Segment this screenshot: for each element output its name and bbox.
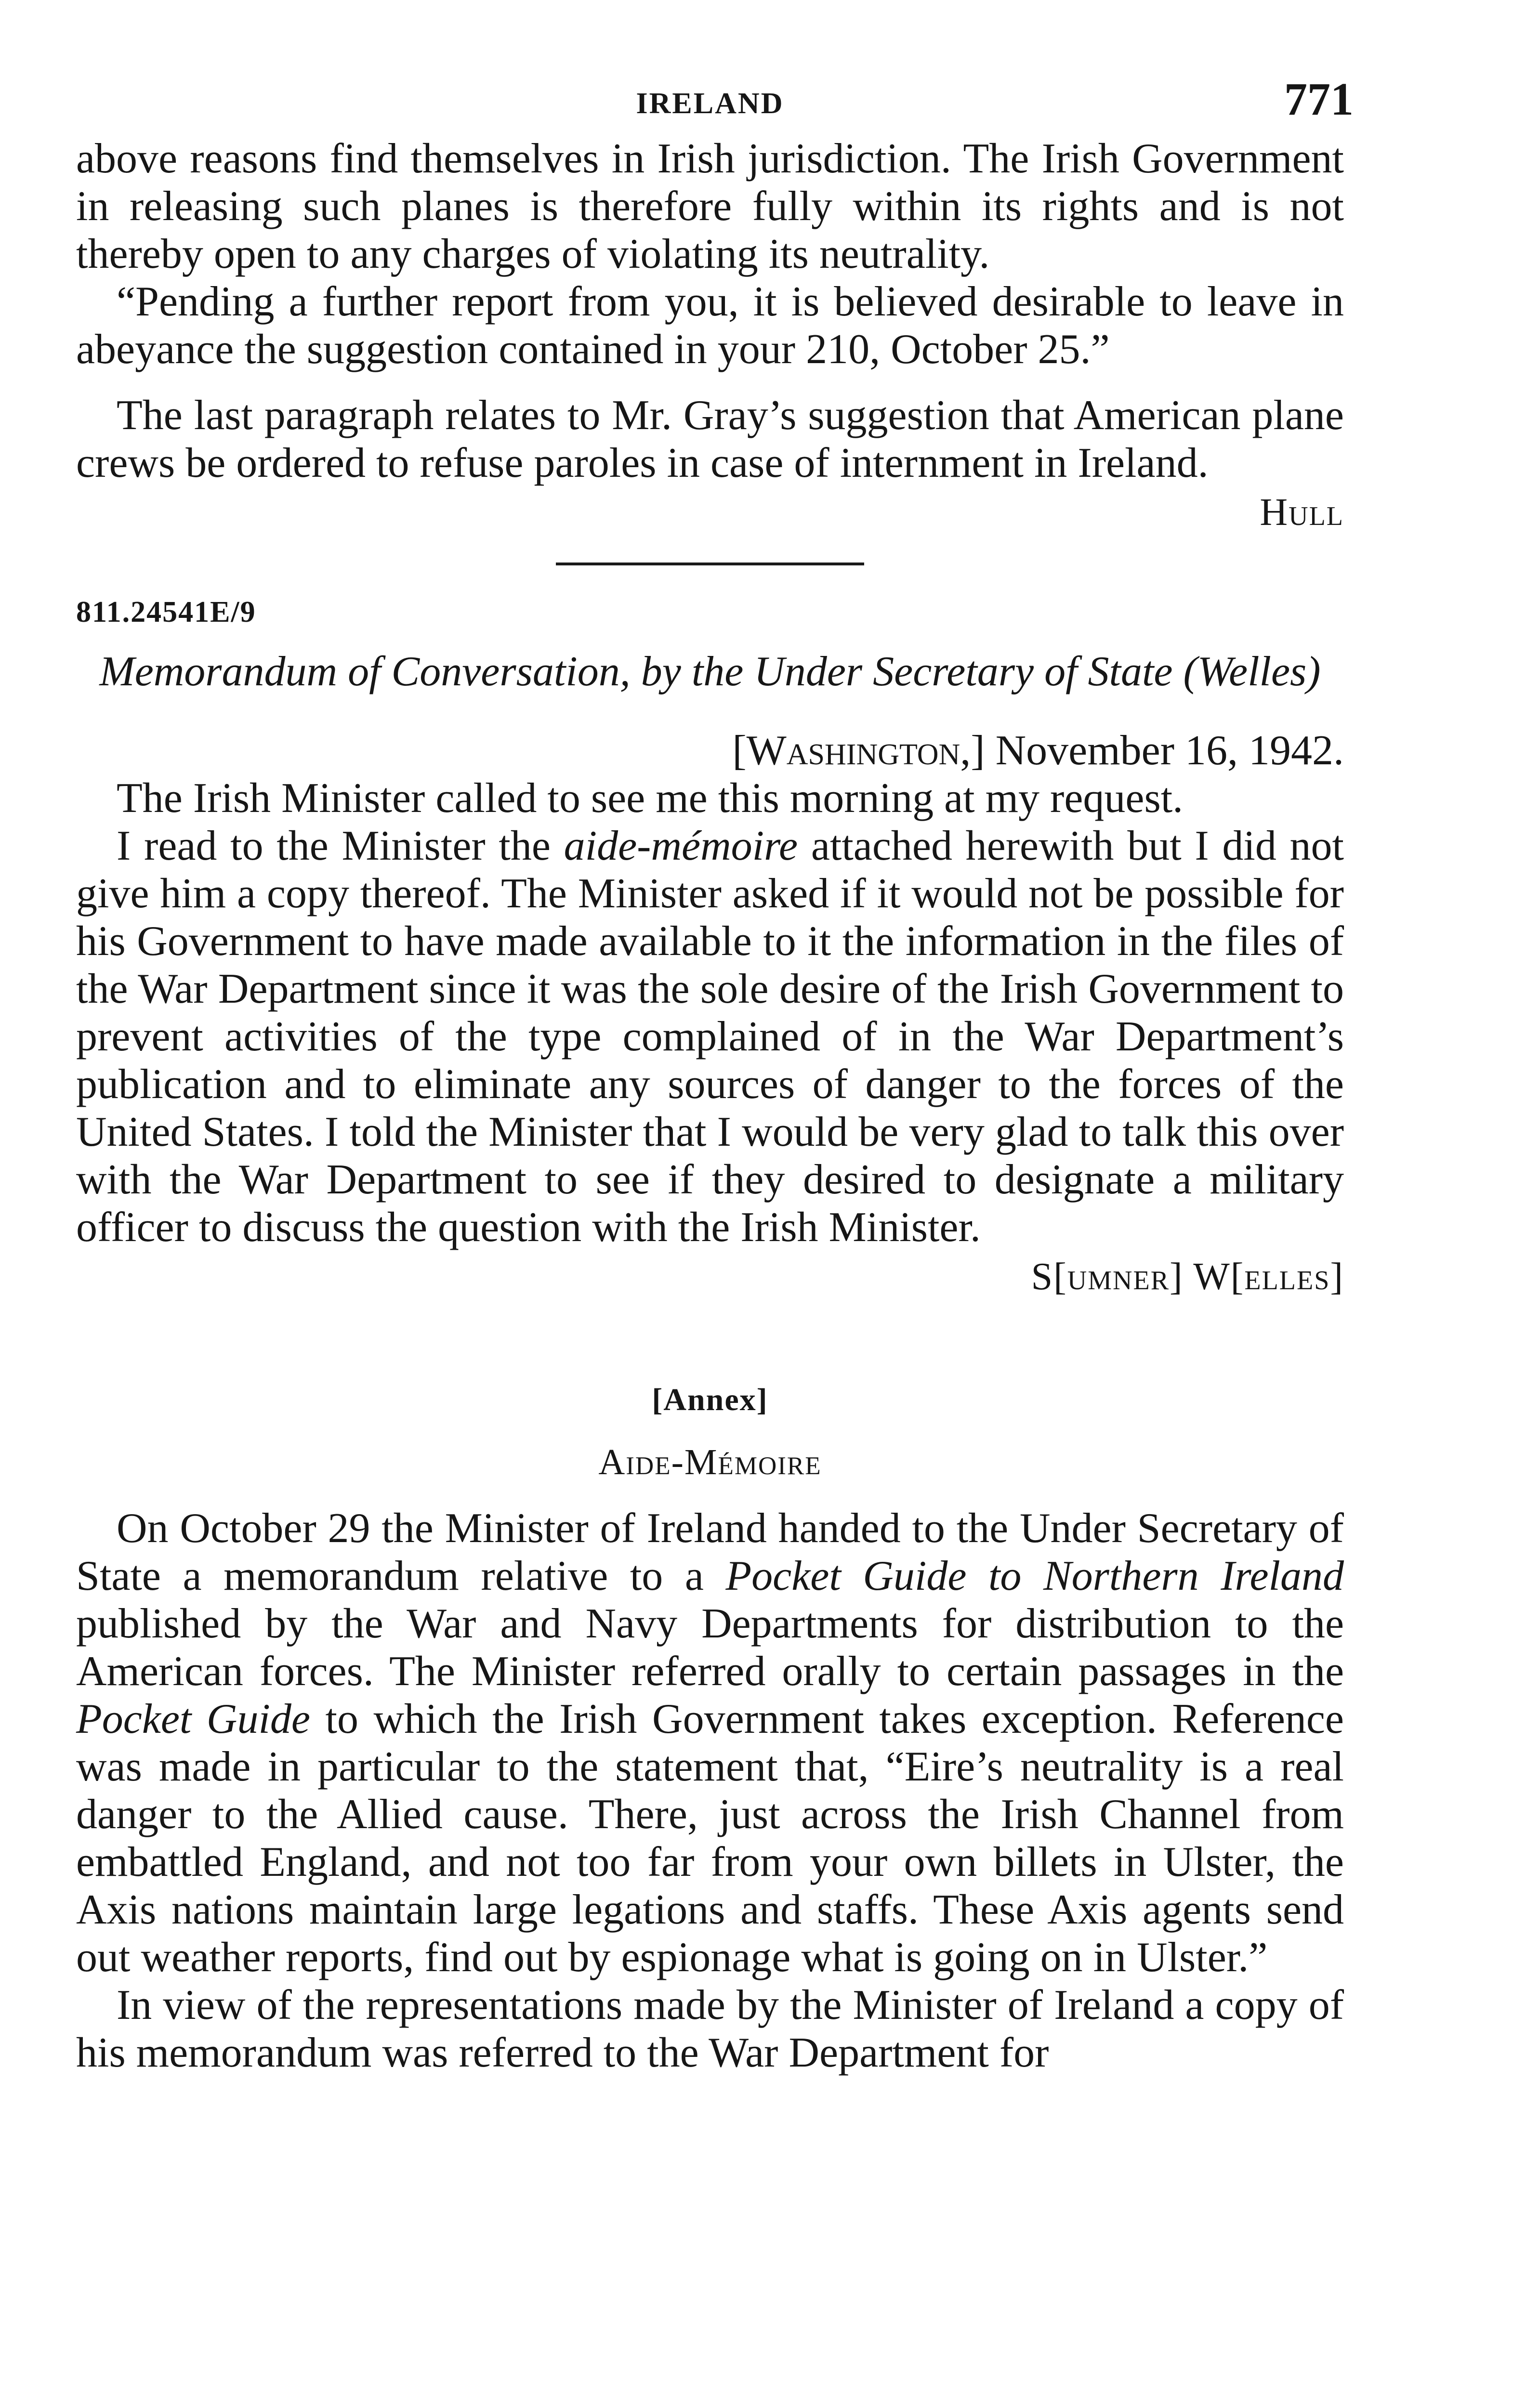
document-title: Memorandum of Conversation, by the Under Secretary of State (Welles) [99, 648, 1321, 695]
document-page [76, 72, 1354, 2077]
file-number: 811.24541E/9 [76, 596, 256, 628]
memo-text: I read to the Minister the [117, 823, 564, 869]
annex-paragraph-1 [76, 1505, 1344, 1981]
dateline [76, 727, 1344, 774]
section-divider [556, 563, 864, 565]
memo-paragraph-1: The Irish Minister called to see me this morning at my request. [117, 775, 1184, 822]
annex-paragraph-2: In view of the representations made by the Minister of Ireland a copy of his memorandum was referred to the War Department for [76, 1982, 1344, 2076]
annex-title: Aide-Mémoire [598, 1442, 822, 1482]
signature-hull: Hull [1260, 491, 1344, 534]
explanatory-paragraph: The last paragraph relates to Mr. Gray’s suggestion that American plane crews be ordered to refuse paroles in case of internment in Ireland. [76, 392, 1344, 486]
memo-paragraph-2 [76, 822, 1344, 1251]
quoted-paragraph: “Pending a further report from you, it is believed desirable to leave in abeyance the suggestion contained in your 210, October 25.” [76, 278, 1344, 373]
continuation-paragraph: above reasons find themselves in Irish jurisdiction. The Irish Government in releasing such planes is therefore fully within its rights and is not thereby open to any charges of violating its neutrality. [76, 135, 1344, 277]
aide-memoire-term: aide-mémoire [564, 823, 798, 869]
book-title-short: Pocket Guide [76, 1696, 310, 1742]
annex-label: [Annex] [652, 1382, 768, 1417]
running-head [76, 72, 1354, 135]
signature-welles: S[umner] W[elles] [1031, 1256, 1344, 1298]
page-number: 771 [1284, 73, 1354, 125]
running-title: IRELAND [636, 87, 784, 120]
annex-text: published by the War and Navy Departments for distribution to the American forces. The Minister referred orally to certain passages in the [76, 1600, 1344, 1695]
dateline-place: [Washington,] [732, 727, 985, 774]
annex-text: On October 29 the Minister of Ireland handed to the Under Secretary of State a memorandum relative to a [76, 1505, 1344, 1599]
dateline-date: November 16, 1942. [995, 727, 1344, 774]
annex-text: to which the Irish Government takes exception. Reference was made in particular to the statement that, “Eire’s neutrality is a real danger to the Allied cause. There, just across the Irish Channel from embattled England, and not too far from your own billets in Ulster, the Axis nations maintain large legations and staffs. These Axis agents send out weather reports, find out by espionage what is going on in Ulster.” [76, 1696, 1344, 1981]
book-title: Pocket Guide to Northern Ireland [725, 1553, 1344, 1599]
memo-text: attached herewith but I did not give him a copy thereof. The Minister asked if it would not be possible for his Government to have made available to it the information in the files of the War Department since it was the sole desire of the Irish Government to prevent activities of the type complained of in the War Department’s publication and to eliminate any sources of danger to the forces of the United States. I told the Minister that I would be very glad to talk this over with the War Department to see if they desired to designate a military officer to discuss the question with the Irish Minister. [76, 823, 1344, 1251]
